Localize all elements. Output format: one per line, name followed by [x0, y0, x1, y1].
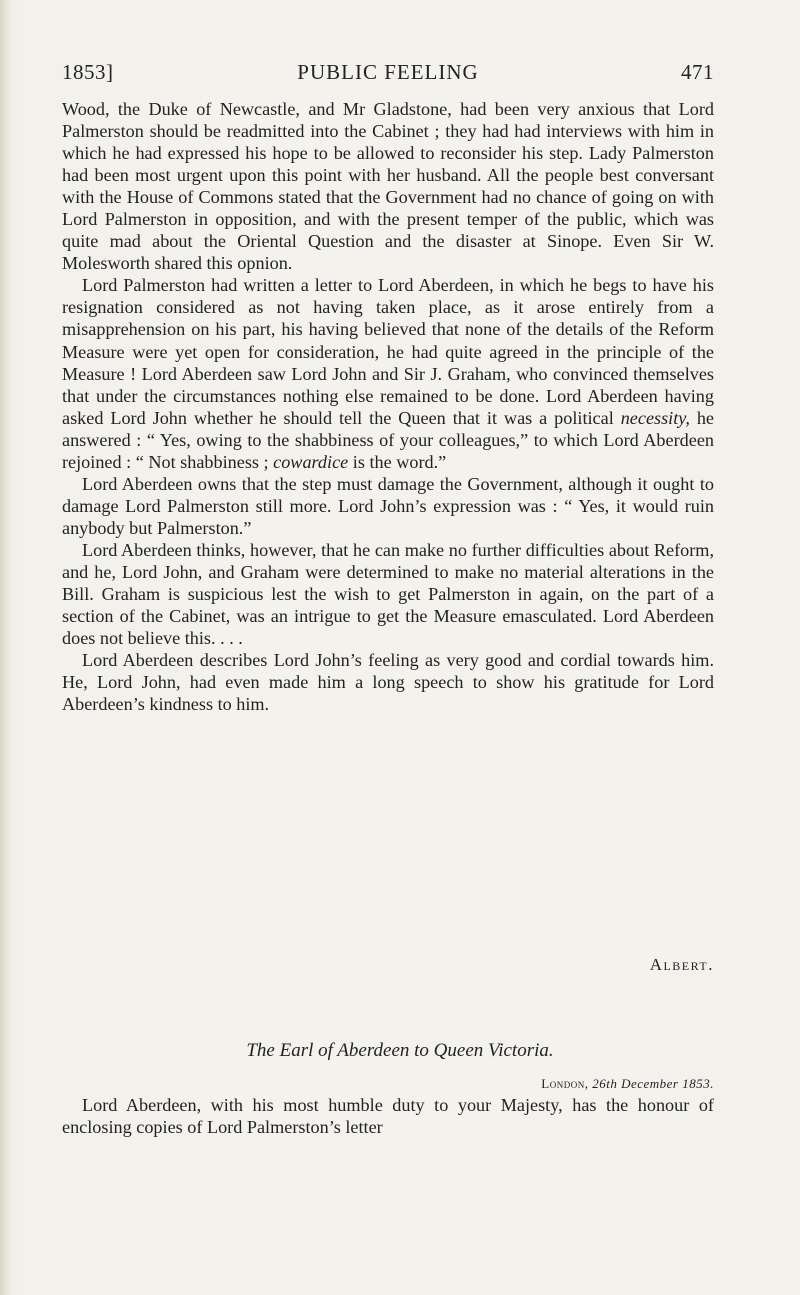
paragraph-5: Lord Aberdeen describes Lord John’s feeling as very good and cordial towards him. He, Lord John, had even made him a long speech to show his gratitude for Lord Aberdeen’s kindness to him.	[62, 650, 714, 715]
letter-dateline	[62, 1076, 714, 1092]
letter-heading: The Earl of Aberdeen to Queen Victoria.	[246, 1040, 554, 1061]
letter-opening-text: Lord Aberdeen, with his most humble duty to your Majesty, has the honour of enclosing copies of Lord Palmerston’s letter	[62, 1095, 714, 1138]
paragraph-2-emphasis-cowardice: cowardice	[273, 451, 349, 472]
paragraph-4: Lord Aberdeen thinks, however, that he can make no further difficulties about Reform, and he, Lord John, and Graham were determined to make no material alterations in the Bill. Graham is suspicious lest the wish to get Palmerston in again, on the part of a section of the Cabinet, was an intrigue to get the Measure emasculated. Lord Aberdeen does not believe this. . . .	[62, 539, 714, 649]
paragraph-3: Lord Aberdeen owns that the step must damage the Government, although it ought to damage Lord Palmerston still more. Lord John’s expression was : “ Yes, it would ruin anybody but Palmerston.”	[62, 473, 714, 538]
dateline-place: London,	[541, 1076, 589, 1091]
paragraph-2-text-b: he answered : “ Yes, owing to the shabbiness of your colleagues,” to which Lord Aberdeen rejoined : “ Not shabbiness ;	[62, 407, 715, 472]
letter-opening-paragraph	[62, 1094, 714, 1138]
page-number: 471	[681, 60, 714, 84]
paragraph-2-emphasis-necessity: necessity,	[620, 407, 690, 428]
page-spine-shadow	[0, 0, 10, 1295]
dateline-date: 26th December 1853.	[592, 1076, 714, 1091]
signature-albert: Albert.	[649, 955, 714, 974]
paragraph-2	[62, 274, 714, 472]
paragraph-1: Wood, the Duke of Newcastle, and Mr Gladstone, had been very anxious that Lord Palmerston should be readmitted into the Cabinet ; they had had interviews with him in which he had expressed his hope to be allowed to reconsider his step. Lady Palmerston had been most urgent upon this point with her husband. All the people best conversant with the House of Commons stated that the Government had no chance of going on with Lord Palmerston in opposition, and with the present temper of the public, which was quite mad about the Oriental Question and the disaster at Sinope. Even Sir W. Molesworth shared this opnion.	[62, 99, 714, 274]
header-title: PUBLIC FEELING	[297, 60, 479, 84]
running-header	[62, 60, 714, 92]
header-year: 1853]	[62, 60, 114, 84]
main-text	[62, 98, 714, 715]
paragraph-2-text-c: is the word.”	[348, 451, 447, 472]
paragraph-2-text-a: Lord Palmerston had written a letter to Lord Aberdeen, in which he begs to have his resignation considered as not having taken place, as it arose entirely from a misapprehension on his part, his having believed that none of the details of the Reform Measure were yet open for consideration, he had quite agreed in the principle of the Measure ! Lord Aberdeen saw Lord John and Sir J. Graham, who convinced themselves that under the circumstances nothing else remained to be done. Lord Aberdeen having asked Lord John whether he should tell the Queen that it was a political	[62, 275, 714, 428]
